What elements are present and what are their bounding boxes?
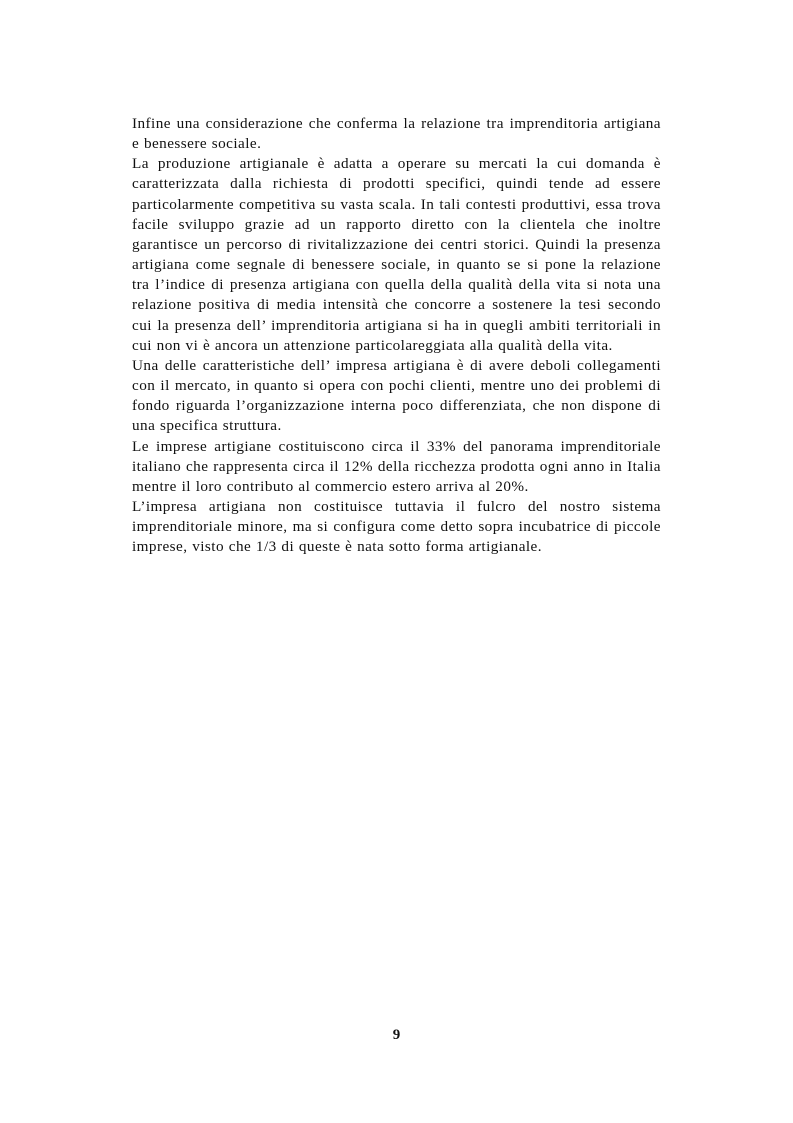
paragraph-conclusione: L’impresa artigiana non costituisce tuttavia il fulcro del nostro sistema imprenditoriale minore, ma si configura come detto sopra incubatrice di piccole imprese, visto che 1/3 di queste è nata sotto forma artigianale. [132, 497, 661, 556]
page-number: 9 [392, 1027, 401, 1043]
paragraph-caratteristiche: Una delle caratteristiche dell’ impresa artigiana è di avere deboli collegamenti con il mercato, in quanto si opera con pochi clienti, mentre uno dei problemi di fondo riguarda l’organizzazione interna poco differenziata, che non dispone di una specifica struttura. [132, 356, 661, 435]
paragraph-produzione: La produzione artigianale è adatta a operare su mercati la cui domanda è caratterizzata dalla richiesta di prodotti specifici, quindi tende ad essere particolarmente competitiva su vasta scala. In tali contesti produttivi, essa trova facile sviluppo grazie ad un rapporto diretto con la clientela che inoltre garantisce un percorso di rivitalizzazione dei centri storici. Quindi la presenza artigiana come segnale di benessere sociale, in quanto se si pone la relazione tra l’indice di presenza artigiana con quella della qualità della vita si nota una relazione positiva di media intensità che concorre a sostenere la tesi secondo cui la presenza dell’ imprenditoria artigiana si ha in quegli ambiti territoriali in cui non vi è ancora un attenzione particolareggiata alla qualità della vita. [132, 155, 661, 354]
paragraph-intro: Infine una considerazione che conferma la relazione tra imprenditoria artigiana e benessere sociale. [132, 115, 661, 153]
body-text [132, 114, 661, 557]
paragraph-statistiche: Le imprese artigiane costituiscono circa il 33% del panorama imprenditoriale italiano che rappresenta circa il 12% della ricchezza prodotta ogni anno in Italia mentre il loro contributo al commercio estero arriva al 20%. [132, 437, 661, 495]
